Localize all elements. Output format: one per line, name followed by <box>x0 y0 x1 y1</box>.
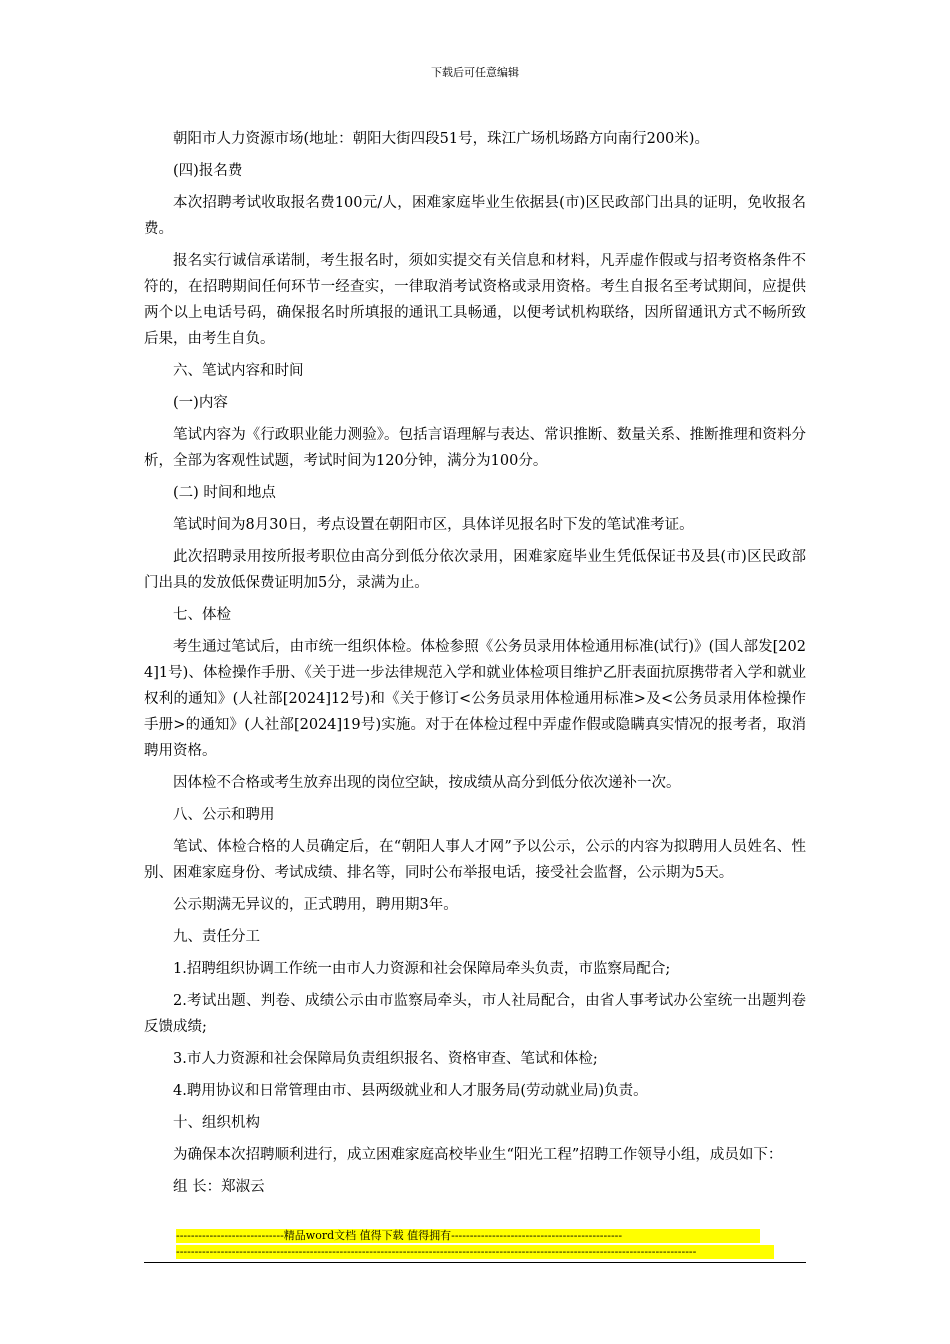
paragraph-address: 朝阳市人力资源市场(地址：朝阳大街四段51号，珠江广场机场路方向南行200米)。 <box>173 131 709 147</box>
list-item-duty-4: 4.聘用协议和日常管理由市、县两级就业和人才服务局(劳动就业局)负责。 <box>173 1083 648 1099</box>
header-note: 下载后可任意编辑 <box>431 66 519 79</box>
paragraph-group-leader: 组 长：郑淑云 <box>173 1179 265 1195</box>
footer-divider <box>144 1262 806 1263</box>
paragraph-integrity: 报名实行诚信承诺制，考生报名时，须如实提交有关信息和材料，凡弄虚作假或与招考资格条件不符的，在招聘期间任何环节一经查实，一律取消考试资格或录用资格。考生自报名至考试期间，应提供两个以上电话号码，确保报名时所填报的通讯工具畅通，以便考试机构联络，因所留通讯方式不畅所致后果，由考生自负。 <box>144 253 806 347</box>
list-item-duty-2: 2.考试出题、判卷、成绩公示由市监察局牵头，市人社局配合，由省人事考试办公室统一出题判卷反馈成绩; <box>144 993 806 1035</box>
heading-section-7: 七、体检 <box>173 607 231 623</box>
paragraph-admission: 此次招聘录用按所报考职位由高分到低分依次录用，困难家庭毕业生凭低保证书及县(市)区民政部门出具的发放低保费证明加5分，录满为止。 <box>144 549 806 591</box>
footer-banner: -----------------------------精品word文档 值得下载 值得拥有---------------------------------------------- <box>176 1229 760 1243</box>
paragraph-physical-exam: 考生通过笔试后，由市统一组织体检。体检参照《公务员录用体检通用标准(试行)》(国人部发[2024]1号)、体检操作手册、《关于进一步法律规范入学和就业体检项目维护乙肝表面抗原携带者入学和就业权利的通知》(人社部[2024]12号)和《关于修订<公务员录用体检通用标准>及<公务员录用体检操作手册>的通知》(人社部[2024]19号)实施。对于在体检过程中弄虚作假或隐瞒真实情况的报考者，取消聘用资格。 <box>144 639 806 759</box>
heading-section-10: 十、组织机构 <box>173 1115 260 1131</box>
list-item-duty-3: 3.市人力资源和社会保障局负责组织报名、资格审查、笔试和体检; <box>173 1051 598 1067</box>
heading-registration-fee: (四)报名费 <box>173 163 243 179</box>
heading-section-6: 六、笔试内容和时间 <box>173 363 304 379</box>
paragraph-exam-content: 笔试内容为《行政职业能力测验》。包括言语理解与表达、常识推断、数量关系、推断推理和资料分析，全部为客观性试题，考试时间为120分钟，满分为100分。 <box>144 427 806 469</box>
footer-dashes: -------------------------------------------------------------------------------------------------------------------------------------------- <box>176 1245 774 1259</box>
heading-exam-content: (一)内容 <box>173 395 228 411</box>
paragraph-exam-time: 笔试时间为8月30日，考点设置在朝阳市区，具体详见报名时下发的笔试准考证。 <box>173 517 694 533</box>
paragraph-employment: 公示期满无异议的，正式聘用，聘用期3年。 <box>173 897 458 913</box>
heading-section-8: 八、公示和聘用 <box>173 807 275 823</box>
paragraph-publicity: 笔试、体检合格的人员确定后，在“朝阳人事人才网”予以公示，公示的内容为拟聘用人员姓名、性别、困难家庭身份、考试成绩、排名等，同时公布举报电话，接受社会监督，公示期为5天。 <box>144 839 806 881</box>
list-item-duty-1: 1.招聘组织协调工作统一由市人力资源和社会保障局牵头负责，市监察局配合; <box>173 961 671 977</box>
heading-section-9: 九、责任分工 <box>173 929 260 945</box>
heading-time-place: (二) 时间和地点 <box>173 485 276 501</box>
paragraph-organization: 为确保本次招聘顺利进行，成立困难家庭高校毕业生“阳光工程”招聘工作领导小组，成员如下： <box>173 1147 783 1163</box>
paragraph-fee: 本次招聘考试收取报名费100元/人，困难家庭毕业生依据县(市)区民政部门出具的证明，免收报名费。 <box>144 195 806 237</box>
document-body <box>144 126 806 1206</box>
paragraph-vacancy: 因体检不合格或考生放弃出现的岗位空缺，按成绩从高分到低分依次递补一次。 <box>173 775 681 791</box>
